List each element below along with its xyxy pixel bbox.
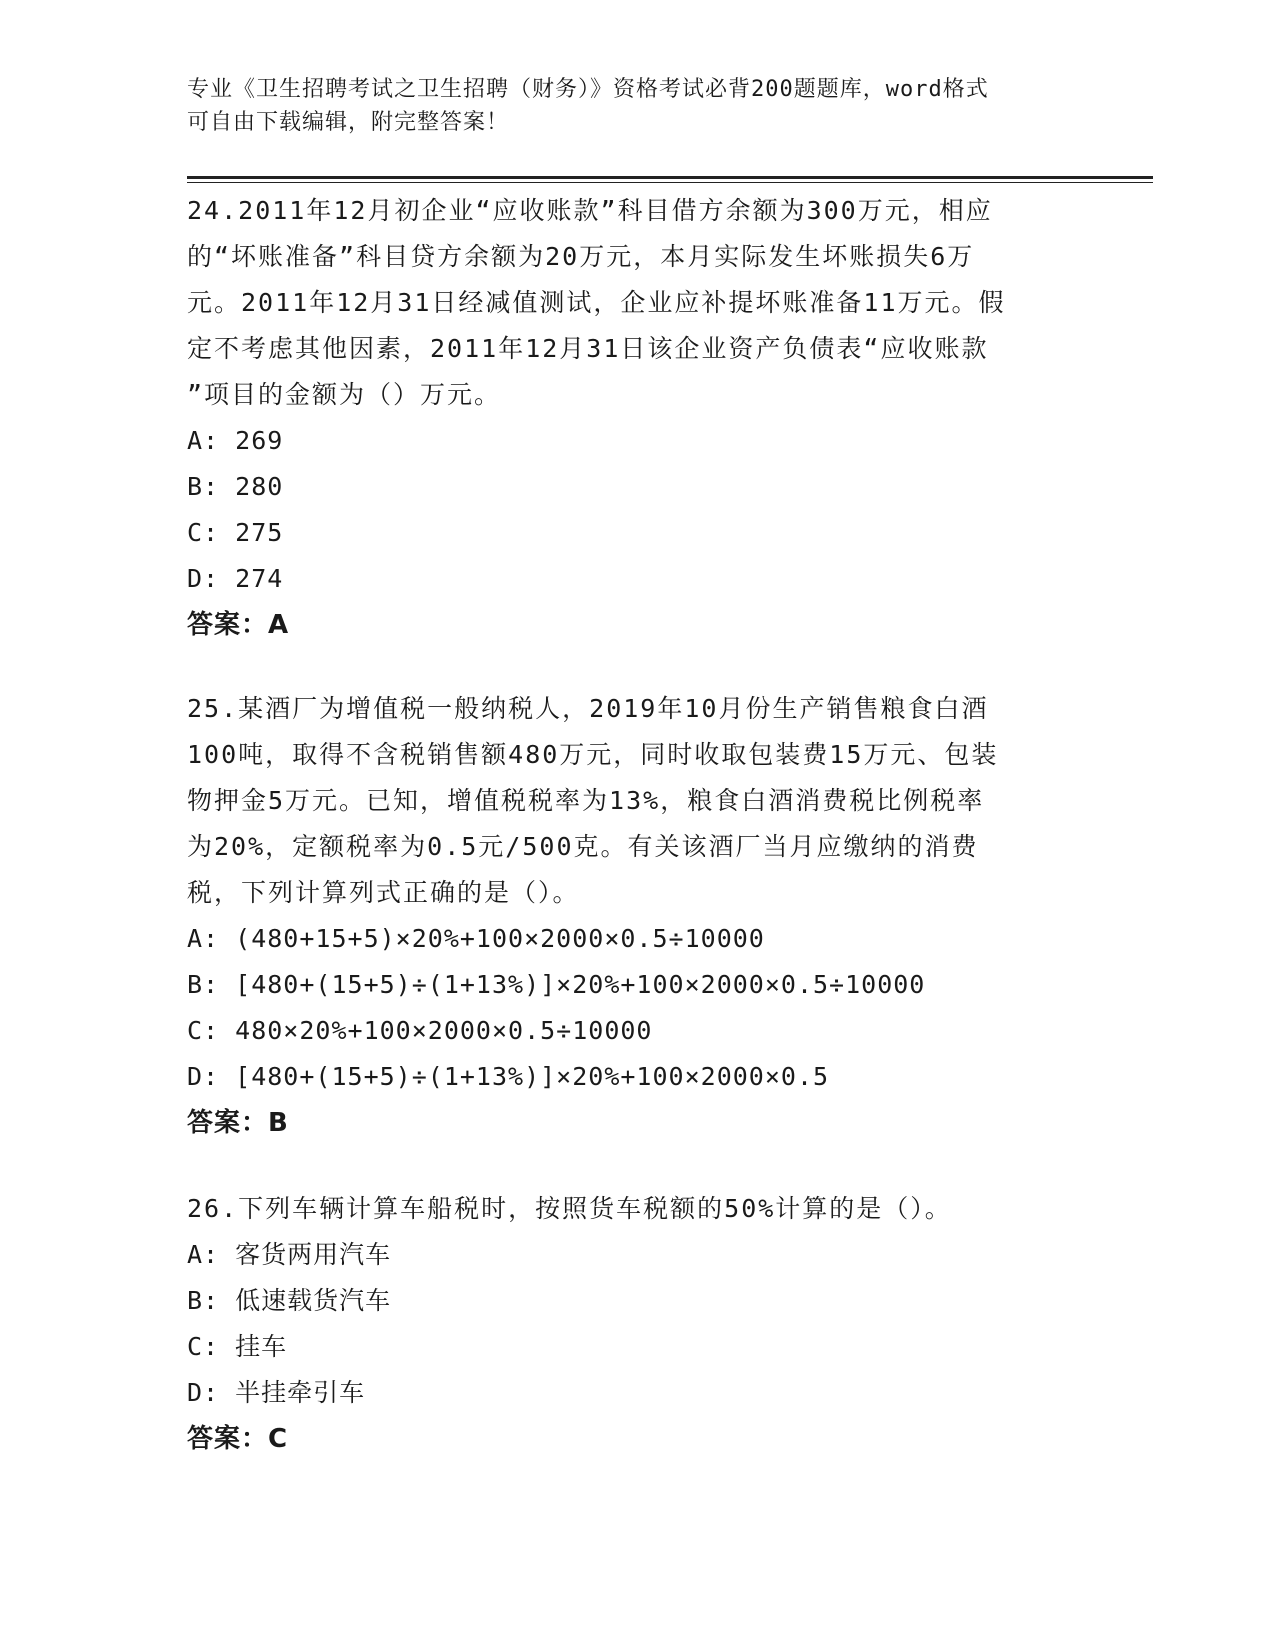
- document-header: [187, 73, 1087, 139]
- option-c: C: 挂车: [187, 1332, 288, 1361]
- header-title-line-1: 专业《卫生招聘考试之卫生招聘（财务）》资格考试必背200题题库，word格式: [187, 77, 989, 102]
- option-d: D: 274: [187, 564, 284, 593]
- option-d: D: 半挂牵引车: [187, 1378, 366, 1407]
- option-list: [187, 418, 1087, 602]
- option-b: B: [480+(15+5)÷(1+13%)]×20%+100×2000×0.5÷10000: [187, 970, 926, 999]
- option-list: [187, 916, 1087, 1100]
- option-list: [187, 1232, 1087, 1416]
- option-a: A: (480+15+5)×20%+100×2000×0.5÷10000: [187, 924, 765, 953]
- option-b: B: 低速载货汽车: [187, 1286, 392, 1315]
- question-stem: 25.某酒厂为增值税一般纳税人，2019年10月份生产销售粮食白酒 100吨，取得不含税销售额480万元，同时收取包装费15万元、包装 物押金5万元。已知，增值税税率为13%，粮食白酒消费税比例税率 为20%，定额税率为0.5元/500克。有关该酒厂当月应缴纳的消费 税，下列计算列式正确的是（）。: [187, 694, 999, 907]
- answer-label: 答案：C: [187, 1424, 289, 1454]
- question-24: [187, 188, 1087, 648]
- option-a: A: 客货两用汽车: [187, 1240, 392, 1269]
- answer-label: 答案：A: [187, 610, 290, 640]
- question-stem: 24.2011年12月初企业“应收账款”科目借方余额为300万元，相应 的“坏账准备”科目贷方余额为20万元，本月实际发生坏账损失6万 元。2011年12月31日经减值测试，企业应补提坏账准备11万元。假 定不考虑其他因素，2011年12月31日该企业资产负债表“应收账款 ”项目的金额为（）万元。: [187, 196, 1006, 409]
- header-title-line-2: 可自由下载编辑，附完整答案！: [187, 110, 510, 135]
- answer-label: 答案：B: [187, 1108, 289, 1138]
- option-d: D: [480+(15+5)÷(1+13%)]×20%+100×2000×0.5: [187, 1062, 830, 1091]
- question-stem: 26.下列车辆计算车船税时，按照货车税额的50%计算的是（）。: [187, 1194, 952, 1223]
- header-divider-thick: [187, 176, 1153, 179]
- option-c: C: 275: [187, 518, 284, 547]
- option-a: A: 269: [187, 426, 284, 455]
- header-divider-thin: [187, 182, 1153, 183]
- question-26: [187, 1186, 1087, 1462]
- option-b: B: 280: [187, 472, 284, 501]
- option-c: C: 480×20%+100×2000×0.5÷10000: [187, 1016, 653, 1045]
- question-25: [187, 686, 1087, 1146]
